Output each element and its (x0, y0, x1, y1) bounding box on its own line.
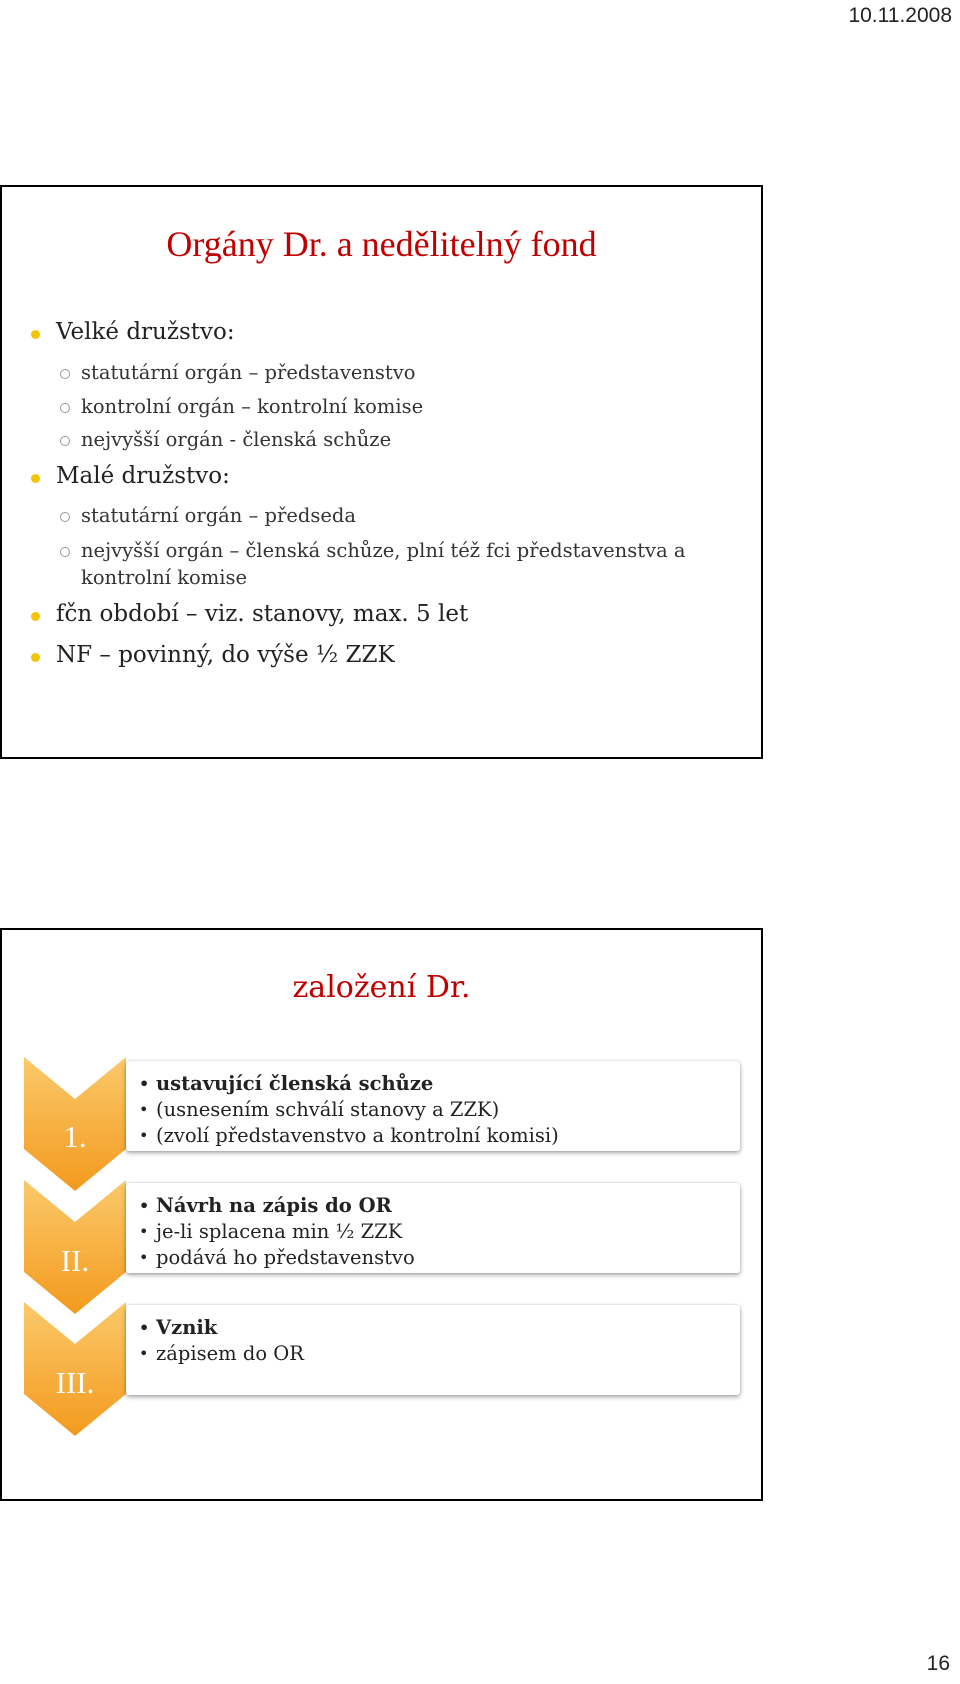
bullet-fcn-obdobi: fčn období – viz. stanovy, max. 5 let (56, 601, 469, 627)
step-card-2 (126, 1183, 740, 1273)
sub-bullet: statutární orgán – představenstvo (81, 361, 416, 384)
sub-bullet: nejvyšší orgán - členská schůze (81, 428, 392, 451)
step-number: II. (60, 1243, 90, 1278)
step-item: • (zvolí představenstvo a kontrolní komisi) (156, 1123, 559, 1149)
step-item: • podává ho představenstvo (156, 1245, 415, 1271)
sub-bullet: kontrolní orgán – kontrolní komise (81, 395, 424, 418)
slide-zalozeni (0, 928, 763, 1501)
step-item: • Vznik (156, 1315, 304, 1341)
bullet-nf: NF – povinný, do výše ½ ZZK (56, 642, 395, 668)
step-item: • Návrh na zápis do OR (156, 1193, 415, 1219)
bullet-male-druzstvo: Malé družstvo: (56, 463, 230, 489)
step-item: • ustavující členská schůze (156, 1071, 559, 1097)
bullet-velke-druzstvo: Velké družstvo: (56, 319, 235, 345)
step-number: III. (55, 1365, 95, 1400)
sub-bullet-continuation: kontrolní komise (81, 566, 248, 589)
step-item: • je-li splacena min ½ ZZK (156, 1219, 415, 1245)
page-number: 16 (926, 1652, 950, 1675)
step-number: 1. (63, 1119, 87, 1154)
slide-title: založení Dr. (292, 970, 471, 1005)
step-card-3 (126, 1305, 740, 1395)
step-item: • (usnesením schválí stanovy a ZZK) (156, 1097, 559, 1123)
step-item: • zápisem do OR (156, 1341, 304, 1367)
slide-title: Orgány Dr. a nedělitelný fond (166, 224, 597, 264)
step-card-1 (126, 1061, 740, 1151)
header-date: 10.11.2008 (848, 4, 952, 27)
sub-bullet: nejvyšší orgán – členská schůze, plní též fci představenstva a (81, 539, 686, 562)
slide-organy (0, 185, 763, 759)
sub-bullet: statutární orgán – předseda (81, 504, 356, 527)
